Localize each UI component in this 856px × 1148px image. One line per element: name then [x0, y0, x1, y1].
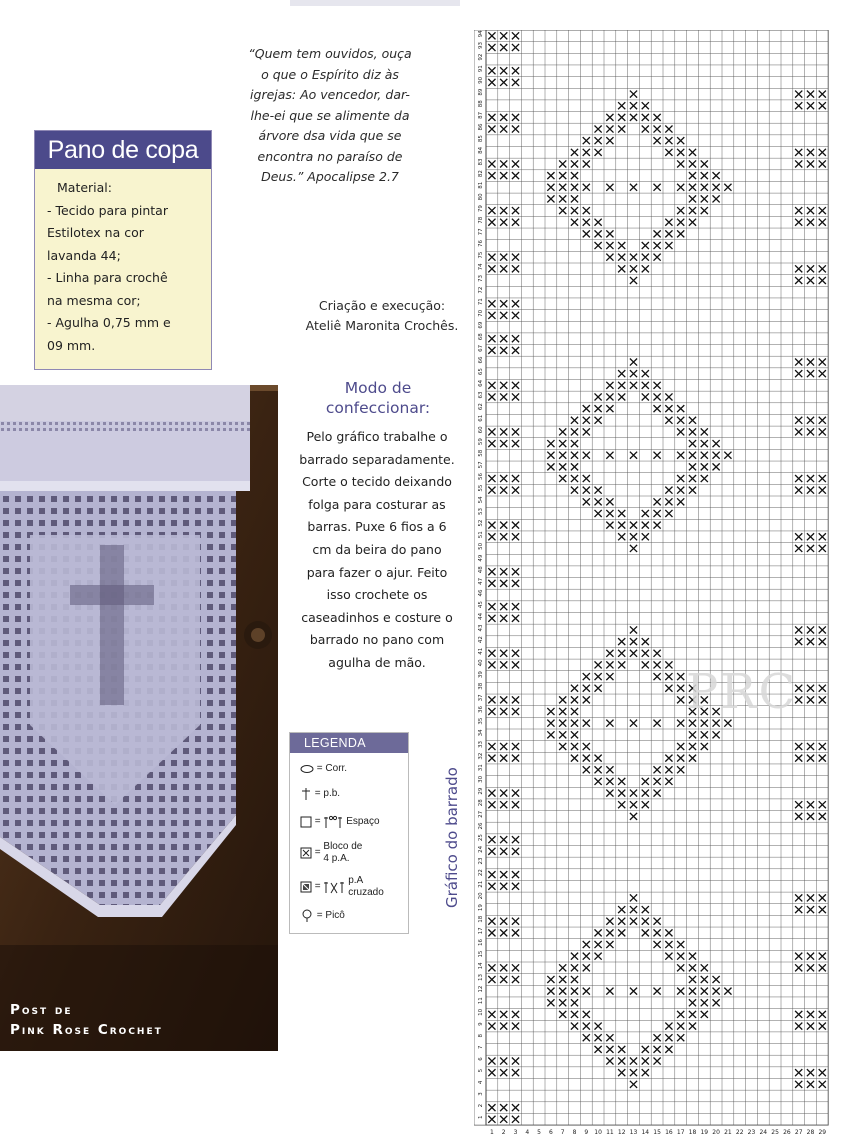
- chart-row-label: 61: [478, 414, 484, 422]
- chart-row-label: 86: [478, 123, 484, 131]
- chart-row-label: 66: [478, 356, 484, 364]
- quote-line: o que o Espírito diz às: [261, 66, 399, 82]
- chart-row-label: 67: [478, 344, 484, 352]
- instructions-heading-line: confeccionar:: [325, 399, 431, 417]
- chart-row-label: 39: [478, 671, 484, 679]
- chart-row-label: 85: [478, 135, 484, 143]
- watermark: PRC: [686, 664, 798, 720]
- instructions-line: para fazer o ajur. Feito: [306, 564, 448, 580]
- chart-column-label: 22: [735, 1129, 744, 1137]
- chart-column-label: 23: [747, 1129, 756, 1137]
- single-crochet-icon: [300, 787, 312, 801]
- chart-row-label: 22: [478, 869, 484, 877]
- bible-quote: [238, 44, 422, 188]
- chart-row-label: 41: [478, 647, 484, 655]
- chart-column-label: 10: [594, 1129, 602, 1137]
- chart-row-label: 15: [478, 950, 484, 958]
- quote-line: encontra no paraíso de: [257, 148, 403, 164]
- filet-chart: [474, 30, 850, 1142]
- legend-chain: = Corr.: [300, 763, 347, 776]
- legend-title: LEGENDA: [290, 733, 408, 753]
- chart-row-label: 72: [478, 286, 484, 294]
- chart-row-label: 9: [478, 1022, 484, 1026]
- legend-box: [289, 732, 409, 934]
- instructions-line: Corte o tecido deixando: [302, 474, 452, 490]
- legend-space-label: Espaço: [346, 816, 380, 827]
- material-line: - Linha para crochê: [47, 270, 168, 285]
- chart-column-label: 4: [525, 1129, 530, 1137]
- chart-row-label: 14: [478, 962, 484, 970]
- legend-chain-label: Corr.: [325, 763, 348, 774]
- chart-row-label: 30: [478, 775, 484, 783]
- chart-column-label: 27: [794, 1129, 803, 1137]
- chart-column-label: 2: [501, 1129, 506, 1137]
- chart-row-label: 68: [478, 333, 484, 341]
- legend-single-label: p.b.: [323, 788, 341, 799]
- chart-column-label: 6: [548, 1129, 553, 1137]
- instructions-line: isso crochete os: [326, 587, 428, 603]
- instructions-heading-line: Modo de: [344, 379, 412, 397]
- credit-line: Ateliê Maronita Crochês.: [305, 318, 459, 333]
- chart-row-label: 91: [478, 65, 484, 73]
- chart-row-label: 17: [478, 927, 484, 935]
- chart-row-label: 1: [478, 1115, 484, 1120]
- instructions-line: cm da beira do pano: [312, 541, 442, 557]
- chart-column-label: 20: [712, 1129, 720, 1137]
- project-title: Pano de copa: [35, 131, 211, 169]
- chart-row-label: 16: [478, 939, 484, 947]
- chart-row-label: 5: [478, 1068, 484, 1073]
- chart-row-label: 20: [478, 892, 484, 900]
- chart-row-label: 28: [478, 799, 484, 807]
- chart-column-label: 28: [806, 1129, 815, 1137]
- space-stitch-icon: [323, 815, 343, 829]
- chart-row-label: 82: [478, 170, 484, 178]
- material-line: lavanda 44;: [47, 247, 121, 263]
- material-heading: Material:: [57, 180, 112, 195]
- chart-row-label: 92: [478, 53, 484, 61]
- chart-column-label: 11: [606, 1129, 614, 1137]
- legend-crossed: = p.A cruzado: [300, 875, 384, 899]
- chart-row-label: 13: [478, 973, 484, 981]
- chart-row-label: 18: [478, 915, 484, 923]
- credit-line: Criação e execução:: [318, 298, 446, 313]
- chart-row-label: 3: [478, 1092, 484, 1096]
- chart-row-label: 75: [478, 251, 484, 259]
- chart-column-label: 1: [489, 1129, 494, 1137]
- chart-row-label: 60: [478, 426, 484, 434]
- chart-row-label: 57: [478, 461, 484, 469]
- instructions-line: barrado separadamente.: [299, 451, 455, 467]
- chart-row-label: 74: [478, 263, 484, 271]
- chart-row-label: 26: [478, 822, 484, 830]
- instructions-line: barras. Puxe 6 fios a 6: [307, 519, 447, 535]
- chart-row-label: 88: [478, 100, 484, 108]
- chart-row-label: 36: [478, 706, 484, 714]
- chart-column-label: 19: [700, 1129, 709, 1137]
- chart-row-label: 2: [478, 1103, 484, 1108]
- quote-line: árvore dsa vida que se: [258, 128, 402, 143]
- chart-row-label: 43: [478, 624, 484, 632]
- crossed-double-icon: [323, 880, 345, 894]
- instructions-line: agulha de mão.: [328, 654, 426, 670]
- quote-line: lhe-ei que se alimente da: [250, 107, 410, 123]
- chart-row-label: 42: [478, 636, 484, 644]
- chart-row-label: 94: [478, 30, 484, 38]
- chart-row-label: 89: [478, 88, 484, 96]
- chart-row-label: 54: [478, 496, 484, 504]
- chart-row-label: 59: [478, 438, 484, 446]
- chart-row-label: 93: [478, 41, 484, 49]
- legend-picot: = Picô: [300, 909, 345, 923]
- chart-row-label: 73: [478, 274, 484, 282]
- chart-row-label: 49: [478, 554, 484, 562]
- chart-column-label: 18: [688, 1129, 697, 1137]
- crossed-block-icon: [300, 881, 312, 893]
- material-line: - Tecido para pintar: [47, 202, 168, 218]
- chart-row-label: 83: [478, 158, 484, 166]
- quote-line: igrejas: Ao vencedor, dar-: [250, 87, 410, 102]
- legend-single: = p.b.: [300, 787, 340, 801]
- chart-column-label: 9: [584, 1129, 589, 1137]
- chart-column-label: 26: [783, 1129, 791, 1137]
- chart-row-label: 34: [478, 729, 484, 737]
- chart-row-label: 8: [478, 1033, 484, 1038]
- material-list: [35, 169, 211, 369]
- material-line: - Agulha 0,75 mm e: [47, 315, 171, 330]
- chart-column-label: 24: [759, 1129, 768, 1137]
- photo-caption-line: Post de: [10, 1002, 73, 1018]
- chart-column-label: 25: [771, 1129, 779, 1137]
- legend-block-line: 4 p.A.: [323, 853, 350, 864]
- chart-row-label: 7: [478, 1045, 484, 1050]
- legend-block-line: Bloco de: [323, 841, 363, 852]
- chart-row-label: 45: [478, 601, 484, 609]
- chart-row-label: 64: [478, 379, 484, 387]
- chart-column-label: 15: [653, 1129, 661, 1137]
- legend-picot-label: Picô: [325, 910, 345, 921]
- instructions-body: [288, 426, 466, 675]
- chart-row-label: 50: [478, 542, 484, 550]
- chart-row-label: 37: [478, 694, 484, 702]
- chart-row-label: 53: [478, 507, 484, 515]
- chart-row-label: 44: [478, 612, 484, 620]
- legend-space: = Espaço: [300, 815, 380, 829]
- chart-row-label: 79: [478, 205, 484, 213]
- chart-row-label: 21: [478, 880, 484, 888]
- chart-row-label: 51: [478, 531, 484, 539]
- chart-row-label: 19: [478, 904, 484, 912]
- material-line: 09 mm.: [47, 337, 96, 353]
- chart-column-label: 14: [641, 1129, 650, 1137]
- chart-row-label: 40: [478, 659, 484, 667]
- material-line: na mesma cor;: [47, 292, 141, 308]
- chart-row-label: 84: [478, 146, 484, 154]
- chart-row-label: 77: [478, 228, 484, 236]
- chart-row-label: 58: [478, 449, 484, 457]
- filled-block-icon: [300, 847, 312, 859]
- chart-row-label: 78: [478, 216, 484, 224]
- chart-row-label: 11: [478, 997, 484, 1005]
- chart-row-label: 87: [478, 111, 484, 119]
- chart-row-label: 65: [478, 368, 484, 376]
- chart-row-label: 80: [478, 193, 484, 201]
- top-edge-strip: [290, 0, 460, 6]
- chart-row-label: 35: [478, 717, 484, 725]
- chart-row-label: 47: [478, 577, 484, 585]
- chart-row-label: 46: [478, 589, 484, 597]
- chart-row-label: 38: [478, 682, 484, 690]
- chart-row-label: 24: [478, 845, 484, 853]
- chart-row-label: 56: [478, 473, 484, 481]
- chart-row-label: 55: [478, 484, 484, 492]
- chart-row-label: 69: [478, 321, 484, 329]
- chart-row-label: 29: [478, 787, 484, 795]
- chart-row-label: 23: [478, 857, 484, 865]
- chart-row-label: 70: [478, 309, 484, 317]
- chart-column-label: 17: [676, 1129, 685, 1137]
- empty-square-icon: [300, 816, 312, 828]
- chart-row-label: 48: [478, 566, 484, 574]
- chart-column-label: 7: [560, 1129, 565, 1137]
- material-box: [34, 130, 212, 370]
- photo-caption: [10, 1000, 163, 1040]
- chart-column-label: 8: [572, 1129, 577, 1137]
- instructions-line: caseadinhos e costure o: [301, 609, 453, 625]
- chart-row-label: 33: [478, 740, 484, 748]
- chart-row-label: 76: [478, 240, 484, 248]
- chart-row-label: 12: [478, 985, 484, 993]
- chart-column-label: 21: [724, 1129, 732, 1137]
- material-line: Estilotex na cor: [47, 225, 144, 240]
- chart-column-label: 29: [818, 1129, 827, 1137]
- instructions-heading: [300, 378, 456, 418]
- legend-block: = Bloco de 4 p.A.: [300, 841, 362, 865]
- photo-caption-line: Pink Rose Crochet: [10, 1022, 163, 1038]
- crochet-photo-drawing: [0, 385, 278, 1051]
- quote-line: “Quem tem ouvidos, ouça: [248, 46, 412, 61]
- chart-column-label: 12: [617, 1129, 626, 1137]
- chart-column-label: 16: [665, 1129, 673, 1137]
- chart-row-label: 62: [478, 403, 484, 411]
- legend-crossed-line: cruzado: [348, 887, 384, 898]
- chart-column-label: 3: [513, 1129, 518, 1137]
- credit-text: [290, 296, 474, 336]
- chart-row-label: 81: [478, 181, 484, 189]
- chart-row-label: 6: [478, 1057, 484, 1061]
- instructions-line: Pelo gráfico trabalhe o: [306, 429, 448, 444]
- chart-row-label: 32: [478, 752, 484, 760]
- chart-row-label: 25: [478, 834, 484, 842]
- chart-column-label: 13: [629, 1129, 638, 1137]
- chain-stitch-icon: [300, 764, 314, 774]
- chart-row-label: 90: [478, 76, 484, 84]
- crochet-photo: [0, 385, 278, 1051]
- legend-crossed-label: [348, 875, 384, 899]
- instructions-line: folga para costurar as: [308, 496, 446, 512]
- chart-label: Gráfico do barrado: [443, 767, 461, 908]
- chart-row-label: 71: [478, 298, 484, 306]
- legend-block-label: [323, 841, 362, 865]
- legend-crossed-line: p.A: [348, 875, 364, 886]
- chart-row-label: 4: [478, 1080, 484, 1085]
- chart-row-label: 27: [478, 810, 484, 818]
- chart-column-label: 5: [537, 1129, 542, 1137]
- chart-row-label: 31: [478, 764, 484, 772]
- quote-line: Deus.” Apocalipse 2.7: [261, 169, 399, 184]
- instructions-line: barrado no pano com: [309, 632, 445, 648]
- chart-row-label: 52: [478, 519, 484, 527]
- chart-row-label: 10: [478, 1008, 484, 1016]
- chart-row-label: 63: [478, 391, 484, 399]
- picot-icon: [300, 909, 314, 923]
